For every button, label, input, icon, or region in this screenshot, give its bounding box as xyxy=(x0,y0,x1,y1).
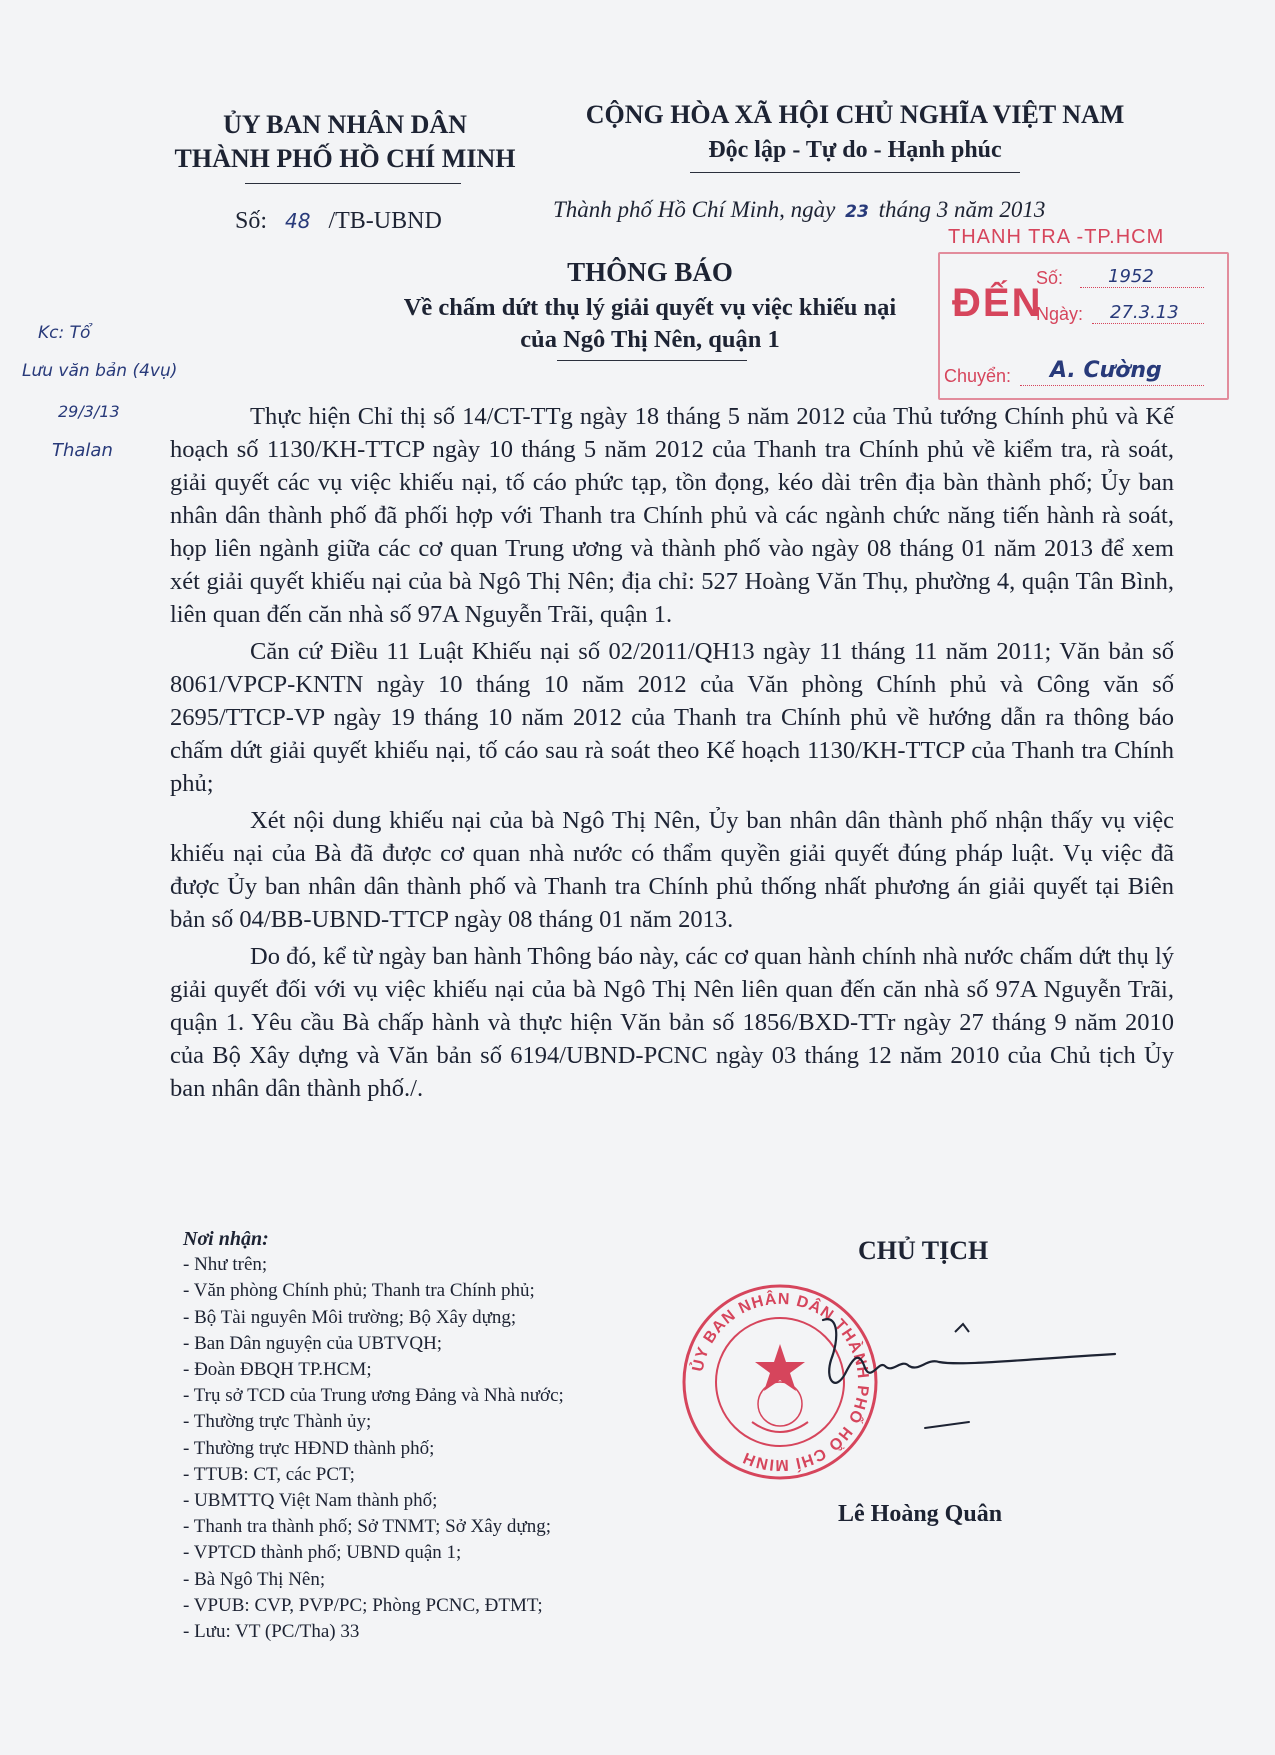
recipient-item: - VPUB: CVP, PVP/PC; Phòng PCNC, ĐTMT; xyxy=(183,1594,543,1616)
document-body xyxy=(170,400,1174,1109)
date-day-handwritten: 23 xyxy=(845,202,869,222)
recipient-item: - VPTCD thành phố; UBND quận 1; xyxy=(183,1542,462,1564)
body-paragraph-2: Căn cứ Điều 11 Luật Khiếu nại số 02/2011/QH13 ngày 11 tháng 11 năm 2011; Văn bản số 8061/VPCP-KNTN ngày 10 tháng 10 năm 2012 của Văn phòng Chính phủ và Công văn số 2695/TTCP-VP ngày 19 tháng 10 năm 2012 của Thanh tra Chính phủ về hướng dẫn ra thông báo chấm dứt giải quyết khiếu nại, tố cáo sau rà soát theo Kế hoạch 1130/KH-TTCP của Thanh tra Chính phủ; xyxy=(170,638,1174,797)
recipients-heading: Nơi nhận: xyxy=(183,1228,269,1250)
motto-underline xyxy=(690,172,1020,173)
agency-line-2: THÀNH PHỐ HỒ CHÍ MINH xyxy=(174,144,516,173)
stamp-chuyen-label: Chuyển: xyxy=(944,366,1012,386)
stamp-ngay-value: 27.3.13 xyxy=(1110,302,1179,323)
country-line-1: CỘNG HÒA XÃ HỘI CHỦ NGHĨA VIỆT NAM xyxy=(585,100,1125,129)
margin-note-3: 29/3/13 xyxy=(58,402,120,421)
doc-subtitle-1: Về chấm dứt thụ lý giải quyết vụ việc khiếu nại xyxy=(403,294,897,321)
stamp-so-label: Số: xyxy=(1036,268,1064,288)
signer-name: Lê Hoàng Quân xyxy=(838,1501,1003,1527)
body-paragraph-4: Do đó, kể từ ngày ban hành Thông báo này, các cơ quan hành chính nhà nước chấm dứt thụ lý giải quyết đối với vụ việc khiếu nại của bà Ngô Thị Nên liên quan đến căn nhà số 97A Nguyễn Trãi, quận 1. Yêu cầu Bà chấp hành và thực hiện Văn bản số 1856/BXD-TTr ngày 27 tháng 9 năm 2010 của Bộ Xây dựng và Văn bản số 6194/UBND-PCNC ngày 03 tháng 12 năm 2010 của Chủ tịch Ủy ban nhân dân thành phố./. xyxy=(170,943,1174,1102)
agency-line-1: ỦY BAN NHÂN DÂN xyxy=(223,110,467,139)
seal-text: ỦY BAN NHÂN DÂN THÀNH PHỐ HỒ CHÍ MINH xyxy=(689,1290,872,1474)
place-date xyxy=(553,197,1045,223)
country-motto: Độc lập - Tự do - Hạnh phúc xyxy=(708,137,1002,163)
doc-subtitle-2: của Ngô Thị Nên, quận 1 xyxy=(520,326,780,353)
doc-title: THÔNG BÁO xyxy=(567,257,733,287)
stamp-den: ĐẾN xyxy=(952,281,1043,325)
stamp-so-value: 1952 xyxy=(1108,266,1154,287)
recipient-item: - Đoàn ĐBQH TP.HCM; xyxy=(183,1359,372,1381)
doc-number-label: Số: xyxy=(235,208,268,234)
recipient-item: - Ban Dân nguyện của UBTVQH; xyxy=(183,1332,443,1354)
recipients-block xyxy=(183,1226,564,1645)
signature-icon xyxy=(815,1310,1120,1440)
recipient-item: - Trụ sở TCD của Trung ương Đảng và Nhà nước; xyxy=(183,1385,564,1407)
place-date-prefix: Thành phố Hồ Chí Minh, ngày xyxy=(553,197,836,222)
body-paragraph-1: Thực hiện Chỉ thị số 14/CT-TTg ngày 18 tháng 5 năm 2012 của Thủ tướng Chính phủ và Kế hoạch số 1130/KH-TTCP ngày 10 tháng 5 năm 2012 của Thanh tra Chính phủ về kiểm tra, rà soát, giải quyết các vụ việc khiếu nại, tố cáo phức tạp, tồn đọng, kéo dài trên địa bàn thành phố; Ủy ban nhân dân thành phố đã phối hợp với Thanh tra Chính phủ và các ngành chức năng tiến hành rà soát, họp liên ngành giữa các cơ quan Trung ương và thành phố vào ngày 08 tháng 01 năm 2013 để xem xét giải quyết khiếu nại của bà Ngô Thị Nên; địa chỉ: 527 Hoàng Văn Thụ, phường 4, quận Tân Bình, liên quan đến căn nhà số 97A Nguyễn Trãi, quận 1. xyxy=(170,403,1174,628)
place-date-suffix: tháng 3 năm 2013 xyxy=(878,197,1046,222)
stamp-org: THANH TRA -TP.HCM xyxy=(948,226,1165,248)
title-underline xyxy=(557,360,747,361)
doc-number-suffix: /TB-UBND xyxy=(328,208,442,234)
stamp-ngay-label: Ngày: xyxy=(1036,304,1084,324)
stamp-chuyen-line xyxy=(1020,385,1204,386)
recipient-item: - Bà Ngô Thị Nên; xyxy=(183,1568,326,1590)
doc-number-handwritten: 48 xyxy=(285,209,311,233)
doc-number xyxy=(235,208,442,235)
margin-note-4: Thalan xyxy=(52,440,113,461)
margin-note-1: Kc: Tổ xyxy=(38,323,91,343)
margin-note-2: Lưu văn bản (4vụ) xyxy=(22,361,178,381)
recipient-item: - UBMTTQ Việt Nam thành phố; xyxy=(183,1490,438,1512)
signer-title: CHỦ TỊCH xyxy=(858,1236,989,1265)
body-paragraph-3: Xét nội dung khiếu nại của bà Ngô Thị Nên, Ủy ban nhân dân thành phố nhận thấy vụ việc khiếu nại của Bà đã được cơ quan nhà nước có thẩm quyền giải quyết đúng pháp luật. Vụ việc đã được Ủy ban nhân dân thành phố và Thanh tra Chính phủ thống nhất phương án giải quyết tại Biên bản số 04/BB-UBND-TTCP ngày 08 tháng 01 năm 2013. xyxy=(170,807,1174,933)
stamp-chuyen-value: A. Cường xyxy=(1050,358,1162,383)
stamp-so-line xyxy=(1080,287,1204,288)
recipient-item: - Lưu: VT (PC/Tha) 33 xyxy=(183,1621,360,1643)
recipient-item: - Văn phòng Chính phủ; Thanh tra Chính phủ; xyxy=(183,1280,535,1302)
stamp-ngay-line xyxy=(1092,323,1204,324)
recipient-item: - Thường trực Thành ủy; xyxy=(183,1411,372,1433)
recipient-item: - TTUB: CT, các PCT; xyxy=(183,1463,355,1485)
recipient-item: - Thanh tra thành phố; Sở TNMT; Sở Xây dựng; xyxy=(183,1516,551,1538)
recipient-item: - Như trên; xyxy=(183,1254,268,1276)
recipient-item: - Bộ Tài nguyên Môi trường; Bộ Xây dựng; xyxy=(183,1306,517,1328)
recipient-item: - Thường trực HĐND thành phố; xyxy=(183,1437,435,1459)
agency-underline xyxy=(245,183,461,184)
